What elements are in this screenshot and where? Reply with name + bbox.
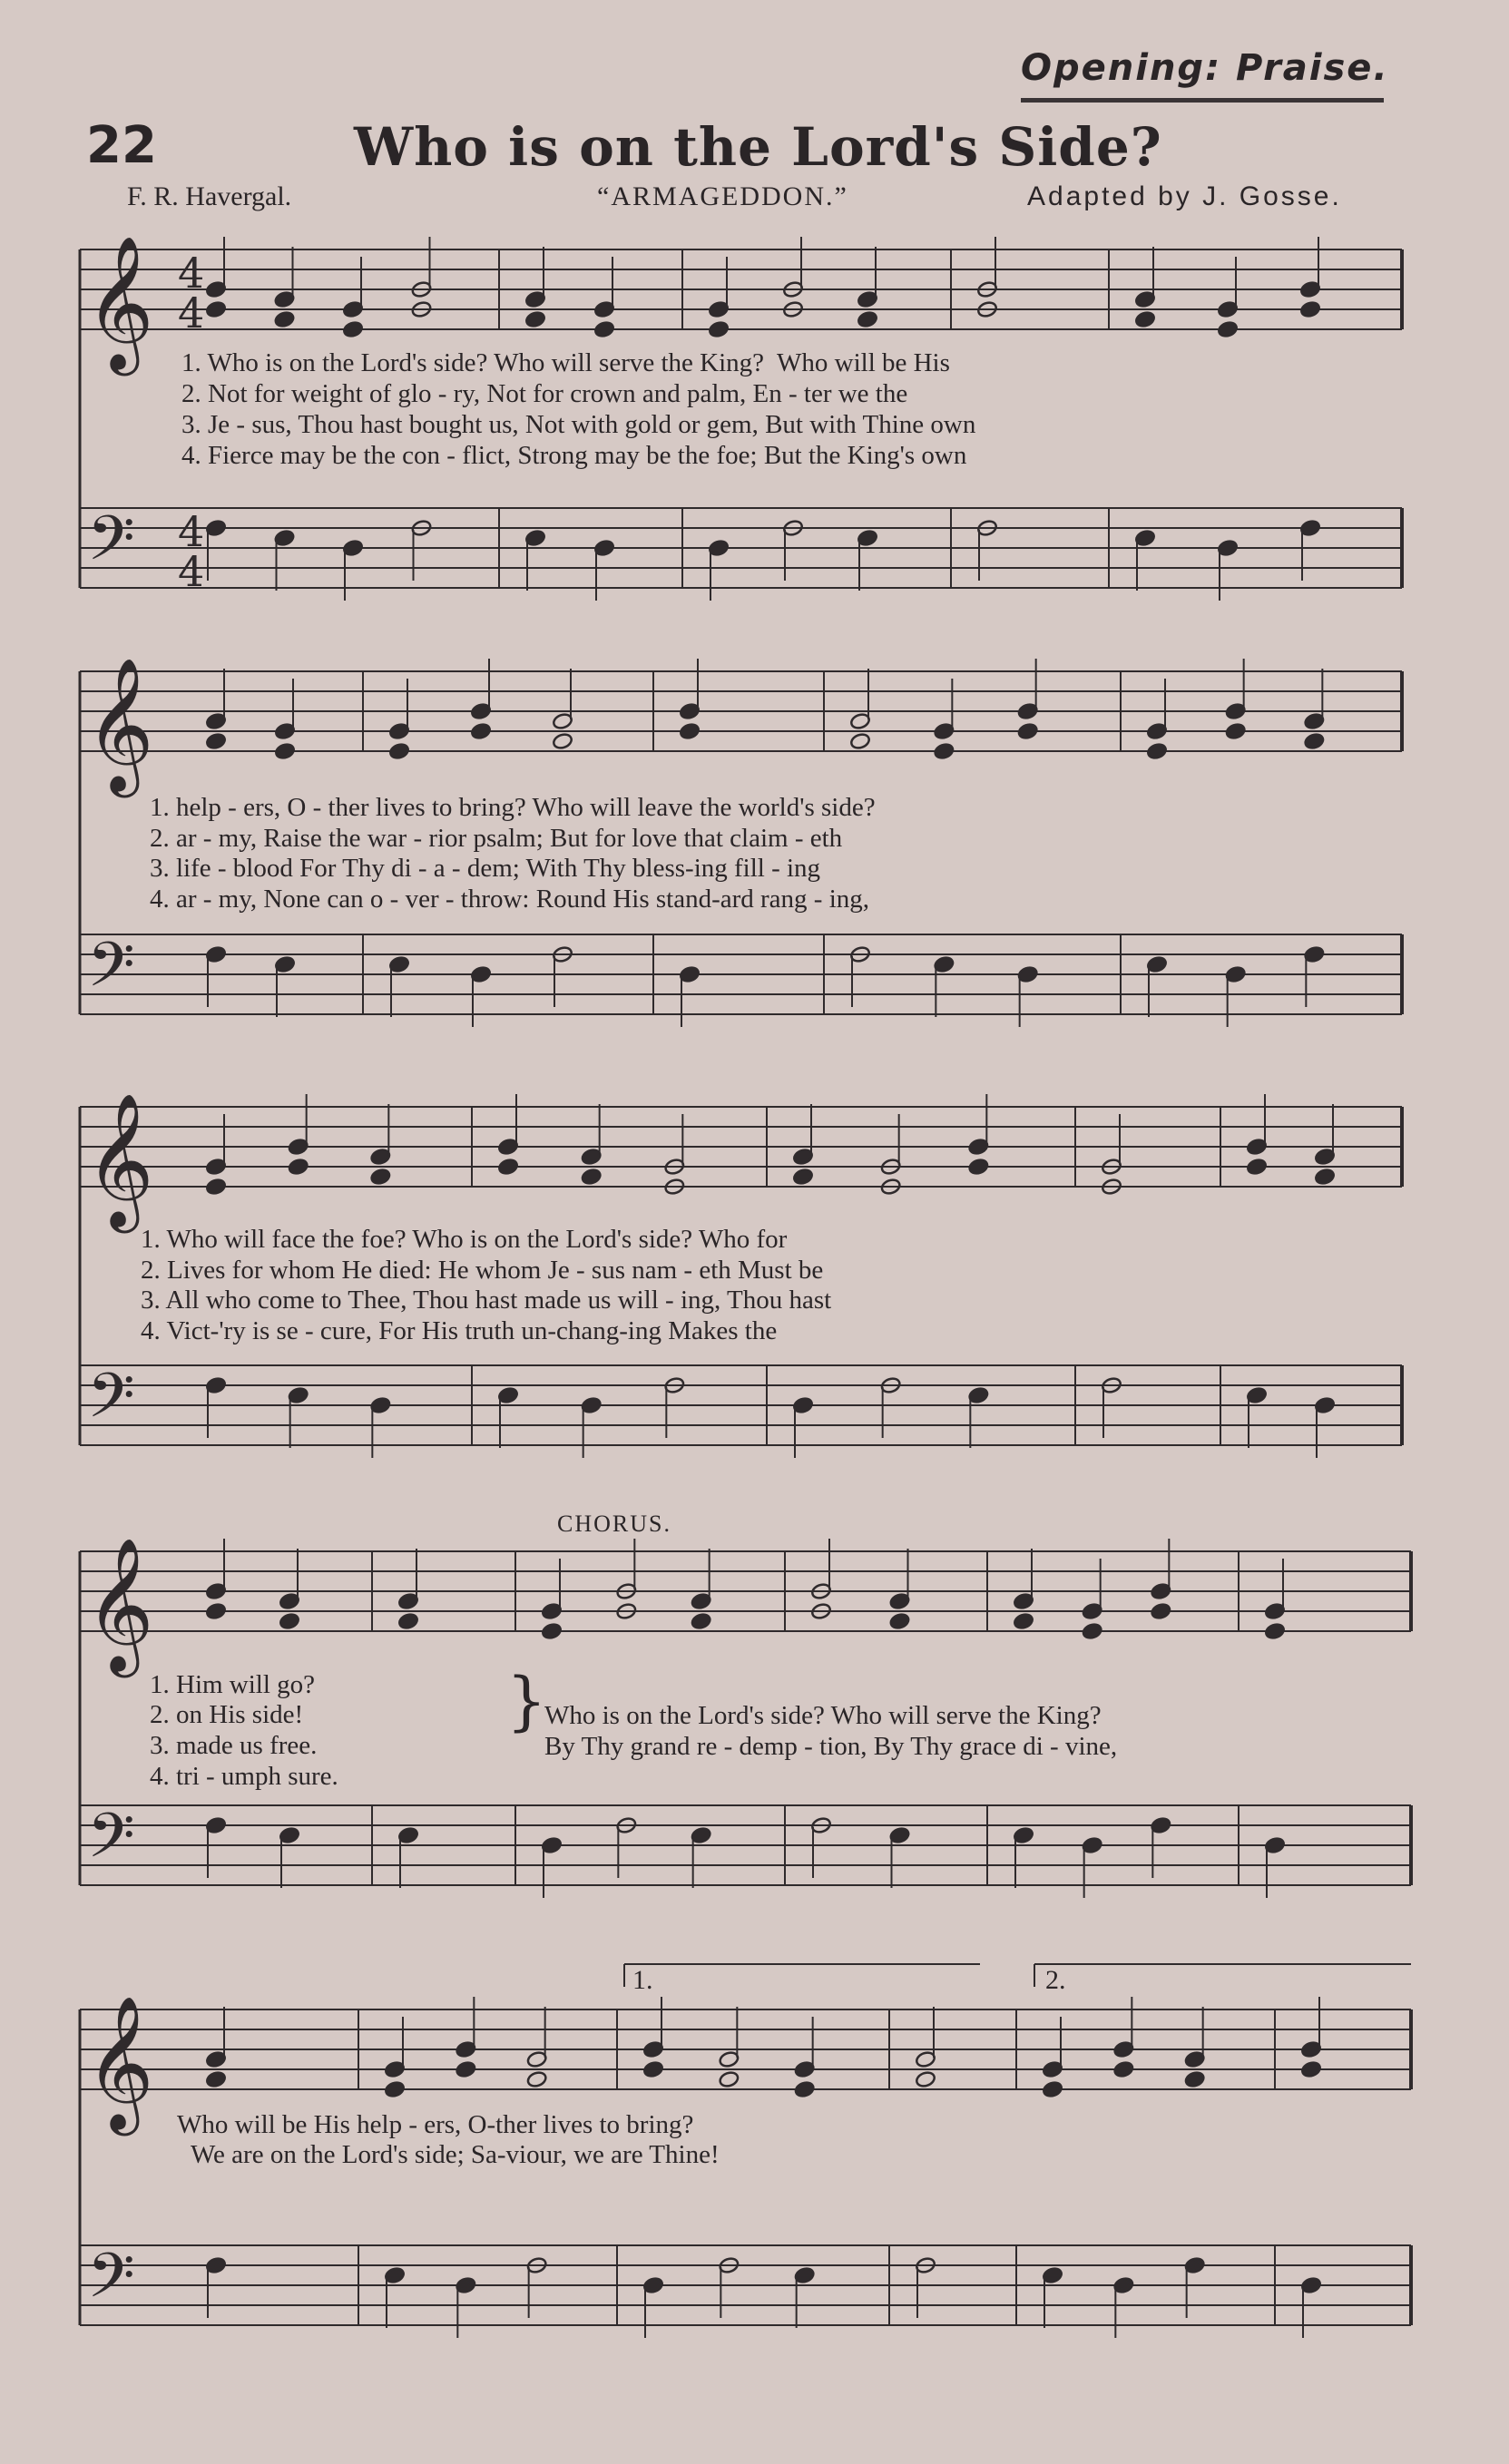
lyric-line: 4. Fierce may be the con - flict, Strong may be the foe; But the King's own: [181, 441, 967, 470]
lyric-line: 1. Him will go?: [150, 1670, 316, 1699]
chorus-lyric: By Thy grand re - demp - tion, By Thy grace di - vine,: [544, 1732, 1118, 1761]
note-head: [205, 1602, 227, 1620]
treble-clef: 𝄞: [85, 235, 154, 370]
note-head: [205, 732, 227, 750]
treble-clef: 𝄞: [85, 1995, 154, 2130]
tune-name: “ARMAGEDDON.”: [597, 181, 848, 211]
note-head: [274, 742, 296, 760]
note-head: [679, 722, 701, 740]
note-head: [792, 1168, 814, 1186]
treble-clef: 𝄞: [85, 657, 154, 792]
verse-brace: }: [506, 1664, 547, 1738]
arranger: Adapted by J. Gosse.: [1027, 181, 1342, 211]
note-head: [593, 320, 615, 338]
note-head: [889, 1612, 911, 1630]
note-head: [968, 1158, 990, 1176]
note-head: [708, 320, 730, 338]
lyric-line: 1. help - ers, O - ther lives to bring? Who will leave the world's side?: [150, 793, 876, 822]
time-signature-numerator: 4: [178, 249, 205, 298]
note-head: [1134, 310, 1156, 328]
note-head: [719, 2070, 740, 2088]
bass-clef: 𝄢: [87, 504, 135, 590]
note-head: [1246, 1158, 1268, 1176]
treble-clef: 𝄞: [85, 1092, 154, 1227]
second-ending-label: 2.: [1045, 1965, 1066, 1995]
note-head: [205, 2070, 227, 2088]
lyric-line: 1. Who will face the foe? Who is on the Lord's side? Who for: [141, 1225, 788, 1254]
time-signature-denominator: 4: [178, 288, 205, 337]
note-head: [849, 732, 871, 750]
note-head: [205, 1178, 227, 1196]
note-head: [1017, 722, 1039, 740]
note-head: [456, 2060, 477, 2078]
lyric-line: 3. Je - sus, Thou hast bought us, Not with gold or gem, But with Thine own: [181, 410, 976, 439]
note-head: [288, 1158, 309, 1176]
note-head: [1042, 2080, 1063, 2098]
first-ending-label: 1.: [632, 1965, 653, 1995]
note-head: [541, 1622, 563, 1640]
note-head: [397, 1612, 419, 1630]
hymn-number: 22: [86, 116, 157, 175]
lyric-line: 2. ar - my, Raise the war - rior psalm; But for love that claim - eth: [150, 824, 843, 853]
treble-clef: 𝄞: [85, 1537, 154, 1672]
note-head: [384, 2080, 406, 2098]
note-head: [915, 2070, 936, 2088]
note-head: [934, 742, 955, 760]
note-head: [1151, 1602, 1172, 1620]
note-head: [552, 732, 573, 750]
note-head: [1113, 2060, 1135, 2078]
lyric-line: 4. ar - my, None can o - ver - throw: Round His stand-ard rang - ing,: [150, 885, 869, 914]
note-head: [1225, 722, 1247, 740]
bass-clef: 𝄢: [87, 1801, 135, 1887]
note-head: [1013, 1612, 1034, 1630]
note-head: [1082, 1622, 1103, 1640]
lyric-line: 2. Not for weight of glo - ry, Not for crown and palm, En - ter we the: [181, 379, 908, 408]
chorus-lyric: Who is on the Lord's side? Who will serve the King?: [544, 1701, 1102, 1730]
note-head: [857, 310, 878, 328]
note-head: [1264, 1622, 1286, 1640]
bass-clef: 𝄢: [87, 1361, 135, 1447]
note-head: [524, 310, 546, 328]
lyric-line: 4. tri - umph sure.: [150, 1762, 338, 1791]
note-head: [205, 300, 227, 318]
lyric-line: 4. Vict-'ry is se - cure, For His truth un-chang-ing Makes the: [141, 1316, 778, 1345]
note-head: [1217, 320, 1239, 338]
note-head: [1299, 300, 1321, 318]
bass-clef: 𝄢: [87, 930, 135, 1016]
note-head: [1146, 742, 1168, 760]
note-head: [370, 1168, 392, 1186]
note-head: [342, 320, 364, 338]
note-head: [1314, 1168, 1336, 1186]
note-head: [388, 742, 410, 760]
lyric-line: 2. Lives for whom He died: He whom Je - sus nam - eth Must be: [141, 1256, 824, 1285]
note-head: [497, 1158, 519, 1176]
note-head: [1300, 2060, 1322, 2078]
hymn-author: F. R. Havergal.: [127, 181, 292, 211]
section-heading: Opening: Praise.: [1021, 47, 1389, 89]
note-head: [279, 1612, 300, 1630]
lyric-line: 1. Who is on the Lord's side? Who will serve the King? Who will be His: [181, 348, 950, 377]
lyric-line: 3. life - blood For Thy di - a - dem; With Thy bless-ing fill - ing: [150, 854, 821, 883]
note-head: [581, 1168, 603, 1186]
hymn-title: Who is on the Lord's Side?: [354, 116, 1162, 178]
note-head: [1304, 732, 1326, 750]
lyric-line: Who will be His help - ers, O-ther lives to bring?: [177, 2110, 694, 2139]
lyric-line: We are on the Lord's side; Sa-viour, we are Thine!: [191, 2140, 720, 2169]
note-head: [274, 310, 296, 328]
time-signature-denominator: 4: [178, 547, 205, 596]
note-head: [642, 2060, 664, 2078]
time-signature-numerator: 4: [178, 507, 205, 556]
note-head: [526, 2070, 548, 2088]
lyric-line: 3. All who come to Thee, Thou hast made us will - ing, Thou hast: [141, 1286, 832, 1315]
bass-clef: 𝄢: [87, 2241, 135, 2327]
note-head: [1184, 2070, 1206, 2088]
lyric-line: 2. on His side!: [150, 1700, 304, 1729]
lyric-line: 3. made us free.: [150, 1731, 318, 1760]
note-head: [691, 1612, 712, 1630]
chorus-label: CHORUS.: [557, 1511, 671, 1537]
note-head: [794, 2080, 816, 2098]
note-head: [470, 722, 492, 740]
